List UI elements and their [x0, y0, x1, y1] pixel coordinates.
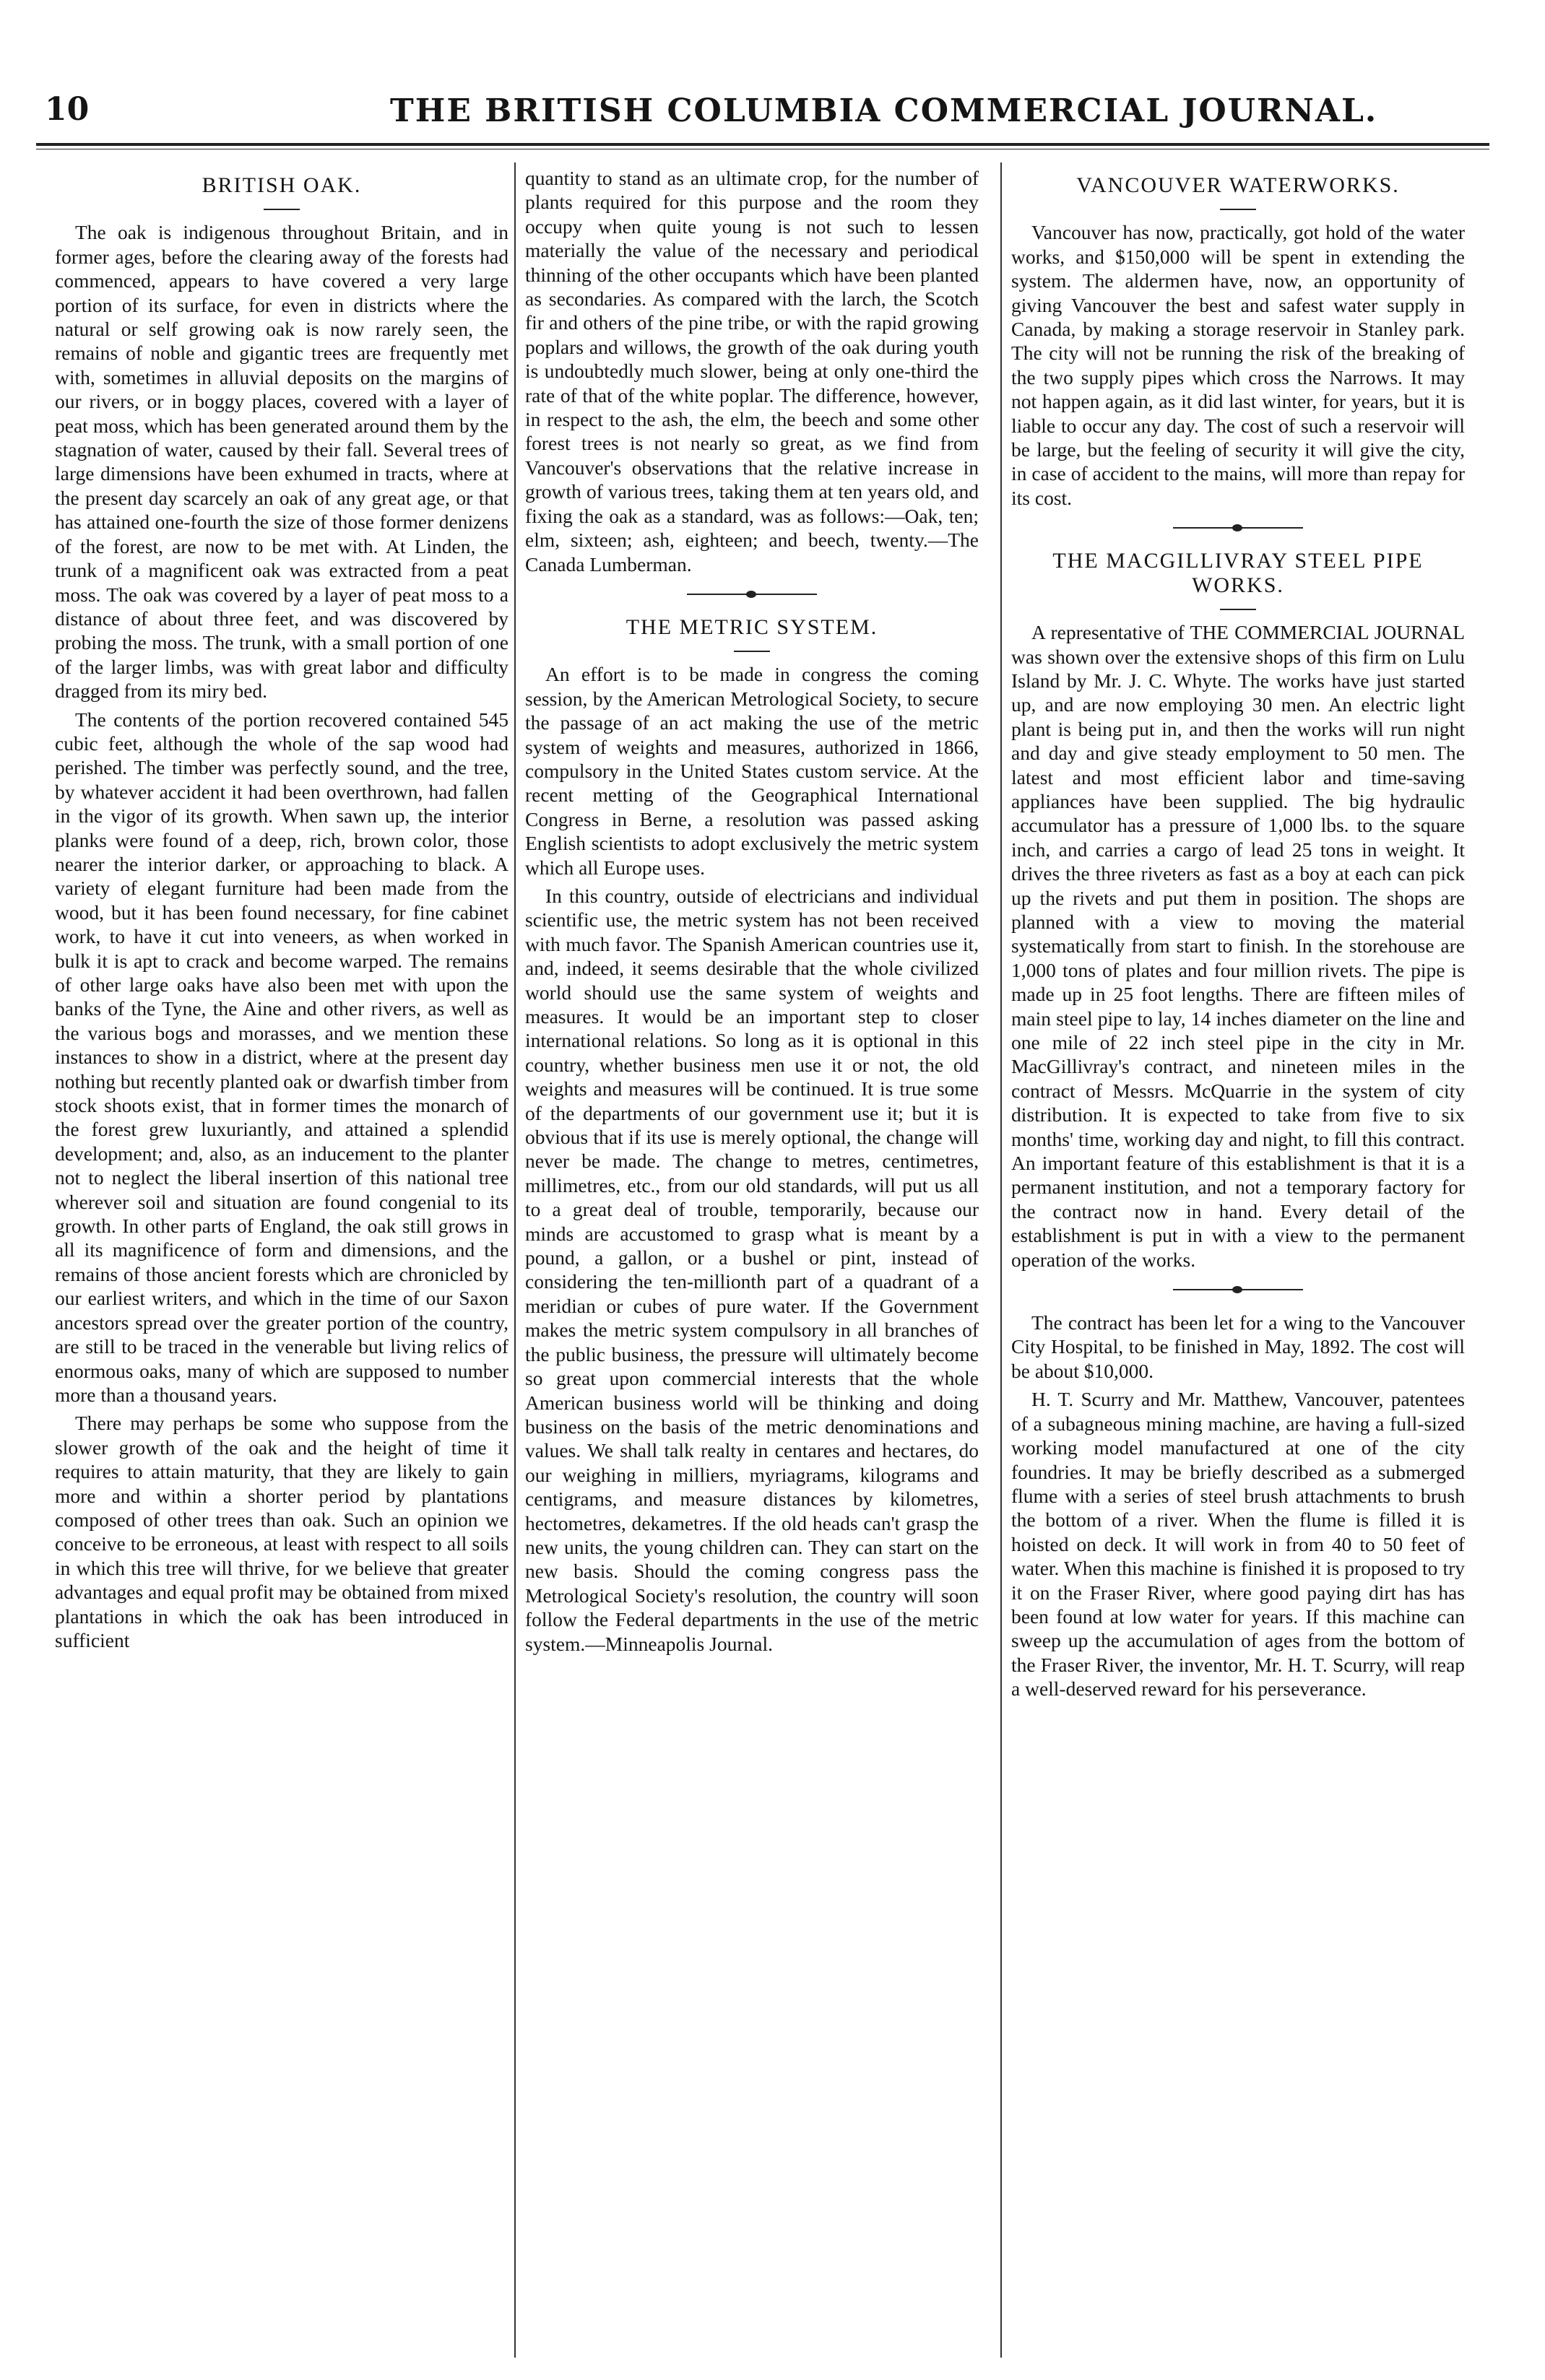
article-separator [1173, 527, 1303, 529]
article-paragraph: An effort is to be made in congress the coming session, by the American Metrological Society, to secure the passage of an act making the use of the metric system of weights and measures, authorized in 1866, compulsory in the United States custom service. At the recent metting of the Geographical International Congress in Berne, a resolution was passed asking English scientists to adopt exclusively the metric system which all Europe uses. [525, 663, 979, 879]
article-paragraph: quantity to stand as an ultimate crop, for the number of plants required for this purpose and the room they occupy when quite young is not such to lessen materially the value of the necessary and periodical thinning of the other occupants which have been planted as secondaries. As compared with the larch, the Scotch fir and others of the pine tribe, or with the rapid growing poplars and willows, the growth of the oak during youth is undoubtedly much slower, being at only one-third the rate of that of the white poplar. The difference, however, in respect to the ash, the elm, the beech and some other forest trees is not nearly so great, as we find from Vancouver's observations that the relative increase in growth of various trees, taking them at ten years old, and fixing the oak as a standard, was as follows:—Oak, ten; elm, sixteen; ash, eighteen; and beech, twenty.—The Canada Lumberman. [525, 167, 979, 576]
article-paragraph: In this country, outside of electricians and individual scientific use, the metric system has not been received with much favor. The Spanish American countries use it, and, indeed, it seems desirable that the whole civilized world should use the same system of weights and measures. It would be an important step to closer international relations. So long as it is optional in this country, whether business men use it or not, the old weights and measures will be continued. It is true some of the departments of our government use it; but it is obvious that if its use is merely optional, the change will never be made. The change to metres, centimetres, millimetres, etc., from our old standards, will put us all to a great deal of trouble, temporarily, because our minds are accustomed to grasp what is meant by a pound, a gallon, or a bushel or pint, instead of considering the ten-millionth part of a quadrant of a meridian or cubes of pure water. If the Government makes the metric system compulsory in all branches of the public business, the pressure will ultimately become so great upon commercial interests that the whole American business world will be thinking and doing business on the basis of the metric denominations and values. We shall talk realty in centares and hectares, do our weighing in milliers, myriagrams, kilograms and centigrams, and measure distances by kilometres, hectometres, dekametres. If the old heads can't grasp the new units, the young children can. They can start on the new basis. Should the coming congress pass the Metrological Society's resolution, the country will soon follow the Federal departments in the use of the metric system.—Minneapolis Journal. [525, 884, 979, 1655]
article-title-waterworks: VANCOUVER WATERWORKS. [1076, 173, 1400, 197]
title-dash [734, 651, 770, 652]
article-paragraph: The contents of the portion recovered contained 545 cubic feet, although the whole of the sap wood had perished. The timber was perfectly sound, and the tree, by whatever accident it had been overthrown, had fallen in the vigor of its growth. When sawn up, the interior planks were found of a deep, rich, brown color, those nearer the interior darker, or approaching to black. A variety of elegant furniture had been made from the wood, but it has been found necessary, for fine cabinet work, to have it cut into veneers, as when worked in bulk it is apt to crack and become warped. The remains of other large oaks have also been met with upon the banks of the Tyne, the Aine and other rivers, as well as the various bogs and morasses, and we mention these instances to show in a district, where at the present day nothing but recently planted oak or dwarfish timber from stock shoots exist, that in former times the monarch of the forest grew luxuriantly, and attained a splendid development; and, also, as an inducement to the planter not to neglect the liberal insertion of this national tree wherever soil and situation are found congenial to its growth. In other parts of England, the oak still grows in all its magnificence of form and dimensions, and the remains of those ancient forests which are chronicled by our earliest writers, and which in the time of our Saxon ancestors spread over the greater portion of the country, are still to be traced in the venerable but living relics of enormous oaks, many of which are supposed to number more than a thousand years. [55, 708, 508, 1406]
column-2 [525, 166, 979, 1660]
title-dash [1220, 209, 1256, 210]
article-paragraph: The contract has been let for a wing to the Vancouver City Hospital, to be finished in May, 1892. The cost will be about $10,000. [1011, 1311, 1465, 1382]
journal-title: THE BRITISH COLUMBIA COMMERCIAL JOURNAL. [390, 92, 1378, 129]
article-title-steel-pipe: THE MACGILLIVRAY STEEL PIPE WORKS. [1052, 549, 1424, 597]
article-paragraph: There may perhaps be some who suppose from the slower growth of the oak and the height of time it requires to attain maturity, that they are likely to gain more and within a shorter period by plantations composed of other trees than oak. Such an opinion we conceive to be erroneous, at least with respect to all soils in which this tree will thrive, for we believe that greater advantages and equal profit may be obtained from mixed plantations in which the oak has been introduced in sufficient [55, 1412, 508, 1651]
page-number: 10 [45, 91, 90, 128]
title-dash [1220, 609, 1256, 610]
column-3 [1011, 166, 1465, 1706]
article-separator [1173, 1289, 1303, 1290]
page-header [36, 87, 1488, 144]
column-1 [55, 166, 508, 1656]
title-dash [264, 209, 300, 210]
article-paragraph: A representative of THE COMMERCIAL JOURNAL was shown over the extensive shops of this firm on Lulu Island by Mr. J. C. Whyte. The works have just started up, and are now employing 30 men. An electric light plant is being put in, and then the works will run night and day and give steady employment to 50 men. The latest and most efficient labor and time-saving appliances have been supplied. The big hydraulic accumulator has a pressure of 1,000 lbs. to the square inch, and carries a cargo of lead 25 tons in weight. It drives the three riveters as fast as a boy at each can pick up the rivets and put them in position. The shops are planned with a view to moving the material systematically from start to finish. In the storehouse are 1,000 tons of plates and four million rivets. The pipe is made up in 25 foot lengths. There are fifteen miles of main steel pipe to lay, 14 inches diameter on the line and one mile of 22 inch steel pipe in the city in Mr. MacGillivray's contract, and nineteen miles in the contract of Messrs. McQuarrie in the system of city distribution. It is expected to take from five to six months' time, working day and night, to fill this contract. An important feature of this establishment is that it is a permanent institution, and not a temporary factory for the contract now in hand. Every detail of the establishment is put in with a view to the permanent operation of the works. [1011, 621, 1465, 1271]
article-paragraph: Vancouver has now, practically, got hold of the water works, and $150,000 will be spent in extending the system. The aldermen have, now, an opportunity of giving Vancouver the best and safest water supply in Canada, by making a storage reservoir in Stanley park. The city will not be running the risk of the breaking of the two supply pipes which cross the Narrows. It may not happen again, as it did last winter, for years, but it is liable to occur any day. The cost of such a reservoir will be large, but the feeling of security it will give the city, in case of accident to the mains, will more than repay for its cost. [1011, 221, 1465, 509]
column-divider [1000, 162, 1002, 2358]
article-title-british-oak: BRITISH OAK. [202, 173, 362, 197]
header-rule [36, 143, 1489, 146]
article-separator [687, 594, 817, 595]
article-paragraph: H. T. Scurry and Mr. Matthew, Vancouver, patentees of a subagneous mining machine, are having a full-sized working model manufactured at one of the city foundries. It may be briefly described as a submerged flume with a series of steel brush attachments to brush the bottom of a river. When the flume is filled it is hoisted on deck. It will work in from 40 to 50 feet of water. When this machine is finished it is proposed to try it on the Fraser River, where good paying dirt has has been found at low water for years. If this machine can sweep up the accumulation of ages from the bottom of the Fraser River, the inventor, Mr. H. T. Scurry, will reap a well-deserved reward for his perseverance. [1011, 1388, 1465, 1701]
article-title-metric-system: THE METRIC SYSTEM. [626, 614, 878, 639]
article-paragraph: The oak is indigenous throughout Britain, and in former ages, before the clearing away of the forests had commenced, appears to have covered a very large portion of its surface, for even in districts where the natural or self growing oak is now rarely seen, the remains of noble and gigantic trees are frequently met with, sometimes in alluvial deposits on the margins of our rivers, or in boggy places, covered with a layer of peat moss, which has been generated around them by the stagnation of water, caused by their fall. Several trees of large dimensions have been exhumed in tracts, where at the present day scarcely an oak of any great age, or that has attained one-fourth the size of those former denizens of the forest, are now to be met with. At Linden, the trunk of a magnificent oak was extracted from a peat moss. The oak was covered by a layer of peat moss to a distance of about three feet, and was discovered by probing the moss. The trunk, with a small portion of one of the larger limbs, was with great labor and difficulty dragged from its miry bed. [55, 221, 508, 703]
column-divider [514, 162, 516, 2358]
